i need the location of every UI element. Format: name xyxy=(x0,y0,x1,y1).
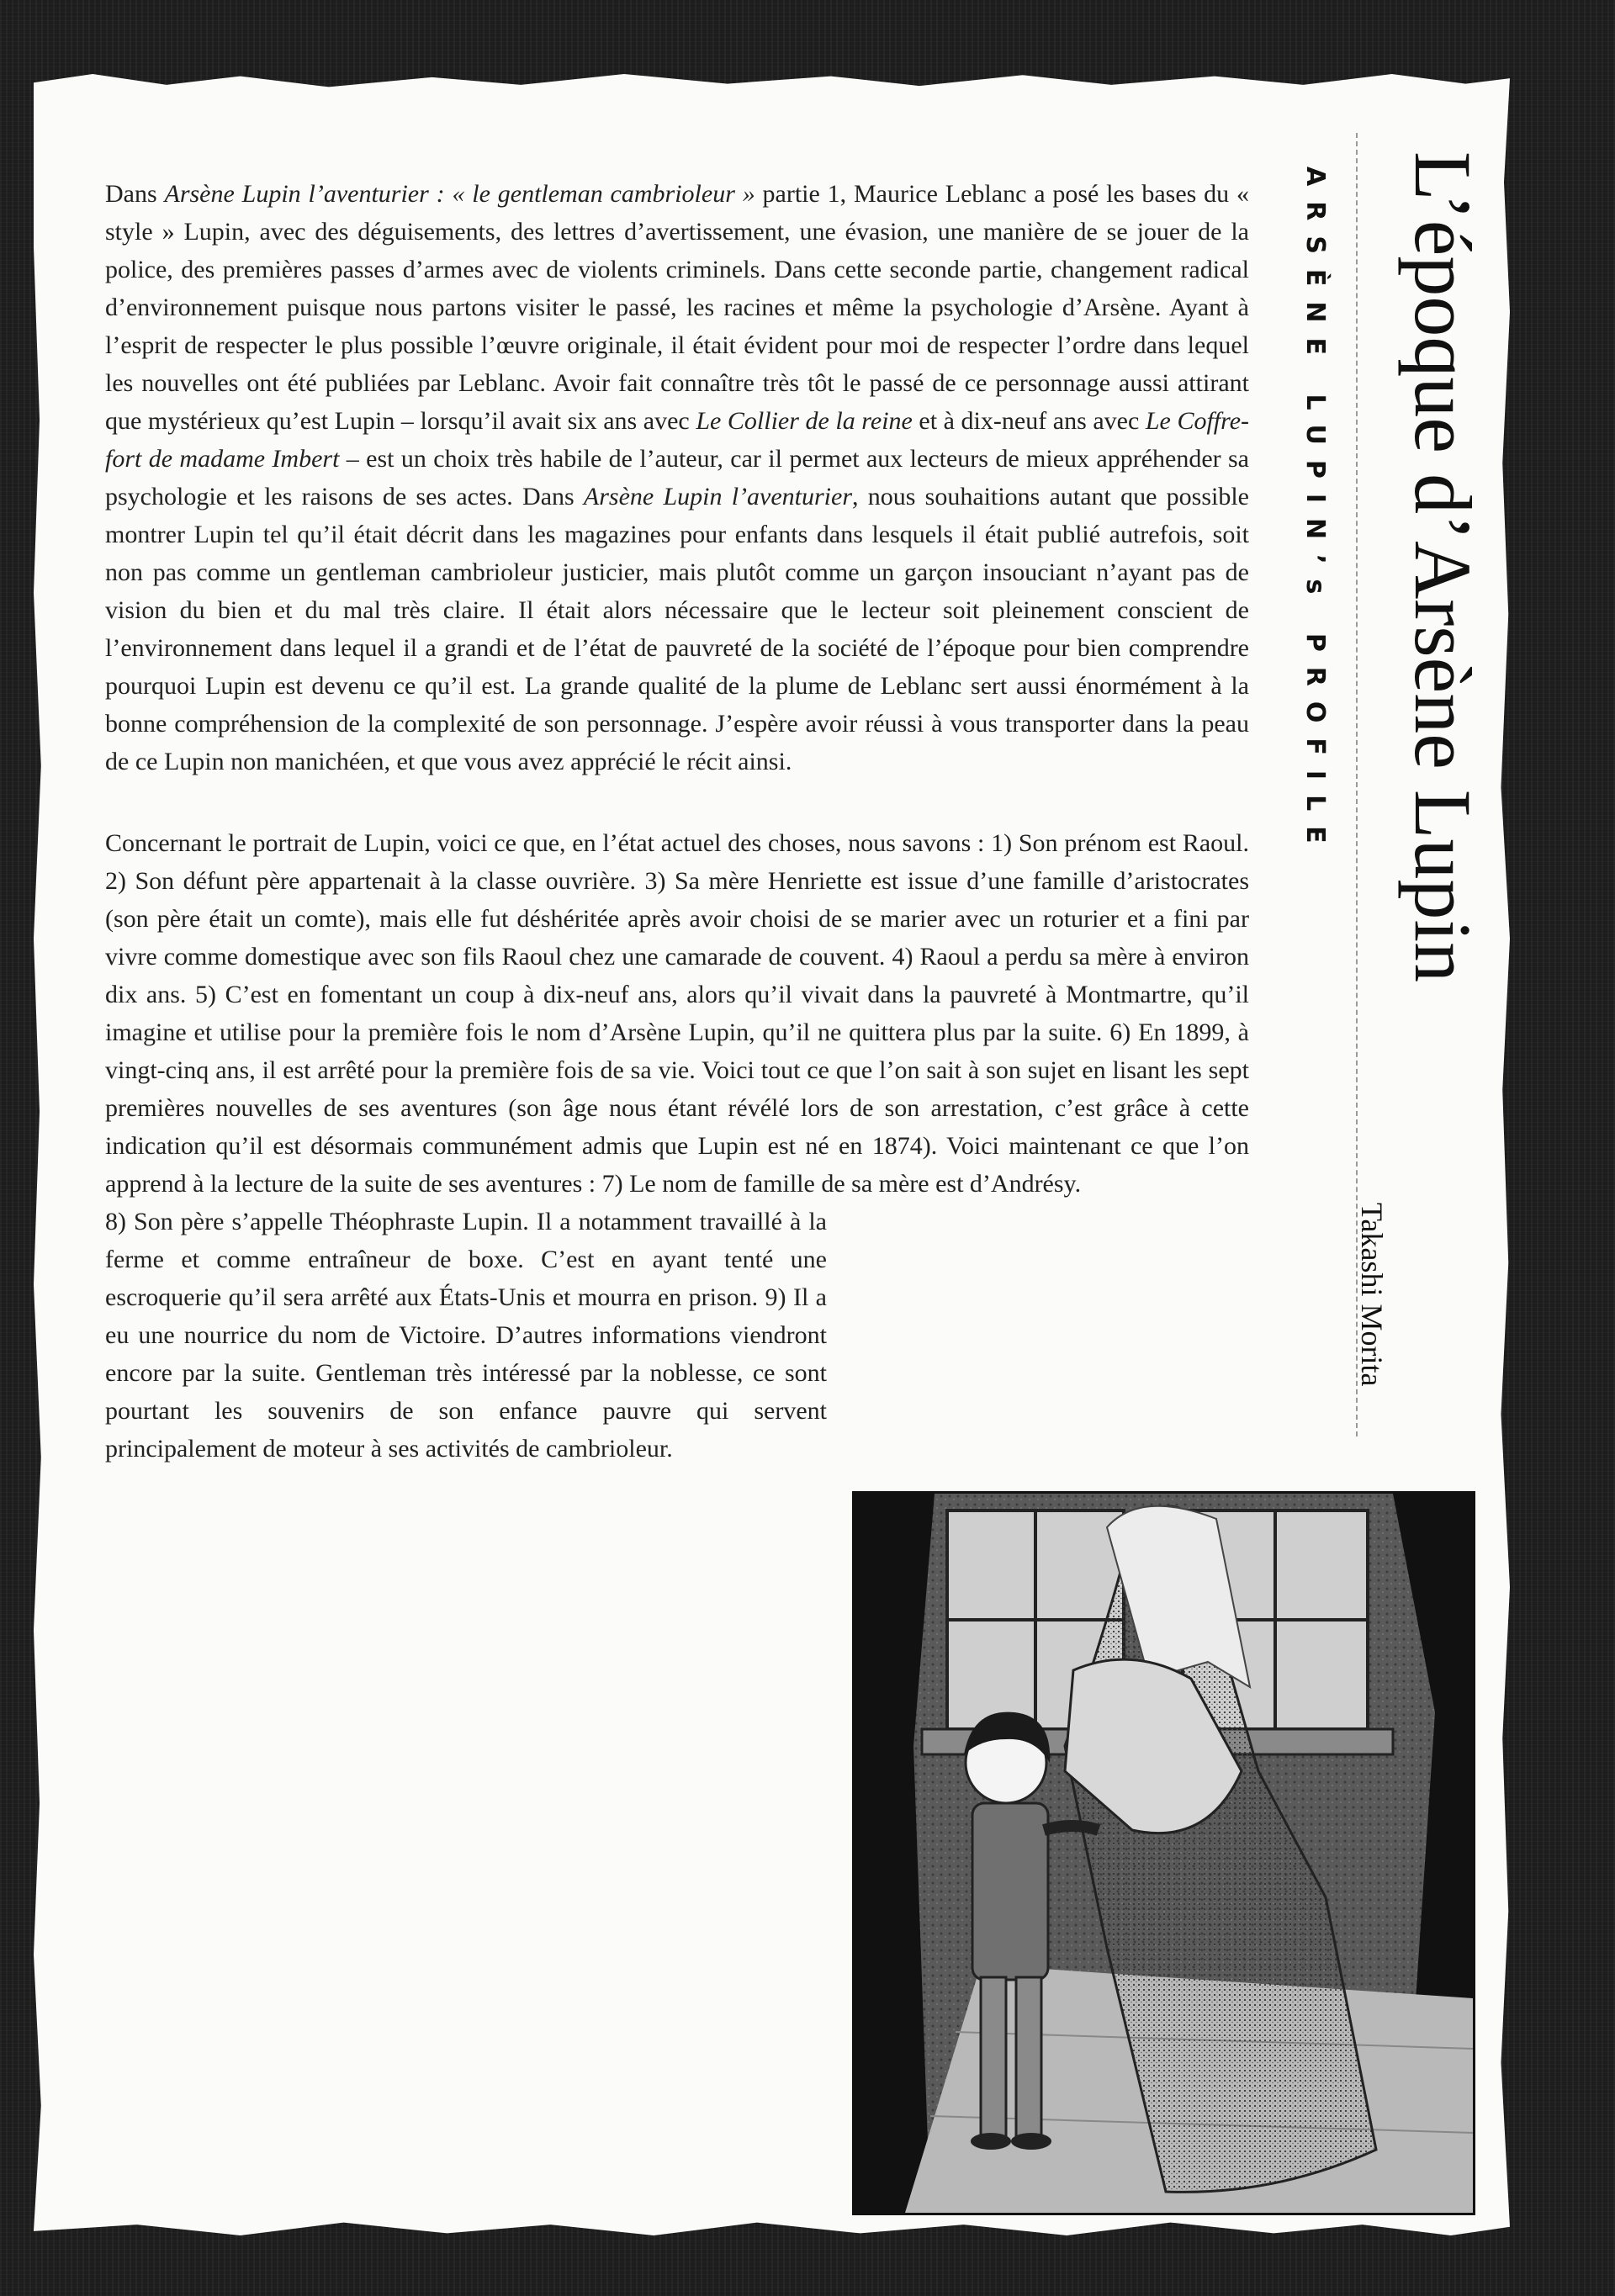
paragraph-3: 8) Son père s’appelle Théophraste Lupin. Il a notamment travaillé à la ferme et comme entraîneur de boxe. C’est en ayant tenté une escroquerie qu’il sera arrêté aux États-Unis et mourra en prison. 9) Il a eu une nourrice du nom de Victoire. D’autres informations viendront encore par la suite. Gentleman très intéressé par la noblesse, ce sont pourtant les souvenirs de son enfance pauvre qui servent principalement de moteur à ses activités de cambrioleur. xyxy=(105,1208,827,1463)
paragraph-1 xyxy=(105,175,1249,780)
manga-illustration xyxy=(852,1491,1475,2215)
work-title: Le Collier de la reine xyxy=(696,407,913,435)
author-name: Takashi Morita xyxy=(1355,1203,1389,1387)
page-title: L’époque d’Arsène Lupin xyxy=(1398,151,1488,983)
series-subtitle: ARSÈNE LUPIN’s PROFILE xyxy=(1300,167,1330,859)
title-column xyxy=(1291,151,1493,1497)
illustration-svg xyxy=(855,1494,1473,2213)
paragraph-2: Concernant le portrait de Lupin, voici ce que, en l’état actuel des choses, nous savons : 1) Son prénom est Raoul. 2) Son défunt père appartenait à la classe ouvrière. 3) Sa mère Henriette est issue d’une famille d’aristocrates (son père était un comte), mais elle fut déshéritée après avoir choisi de se marier avec un roturier et a fini par vivre comme domestique avec son fils Raoul chez une camarade de couvent. 4) Raoul a perdu sa mère à environ dix ans. 5) C’est en fomentant un coup à dix-neuf ans, alors qu’il vivait dans la pauvreté à Montmartre, qu’il imagine et utilise pour la première fois le nom d’Arsène Lupin, qu’il ne quittera plus par la suite. 6) En 1899, à vingt-cinq ans, il est arrêté pour la première fois de sa vie. Voici tout ce que l’on sait à son sujet en lisant les sept premières nouvelles de ses aventures (son âge nous étant révélé lors de son arrestation, c’est grâce à cette indication qu’il est désormais communément admis que Lupin est né en 1874). Voici maintenant ce que l’on apprend à la lecture de la suite de ses aventures : 7) Le nom de famille de sa mère est d’Andrésy. xyxy=(105,829,1249,1198)
text-run: Dans xyxy=(105,180,165,208)
work-title: Arsène Lupin l’aventurier : « le gentleman cambrioleur » xyxy=(164,180,755,208)
article-body xyxy=(105,175,1249,1493)
text-run: , nous souhaitions autant que possible montrer Lupin tel qu’il était décrit dans les magazines pour enfants dans lesquels il était publié autrefois, soit non pas comme un gentleman cambrioleur justicier, mais plutôt comme un garçon insouciant n’ayant pas de vision du bien et du mal très claire. Il était alors nécessaire que le lecteur soit pleinement conscient de l’environnement dans lequel il a grandi et de l’état de pauvreté de la société de l’époque pour bien comprendre pourquoi Lupin est devenu ce qu’il est. La grande qualité de la plume de Leblanc sert aussi énormément à la bonne compréhension de la complexité de son personnage. J’espère avoir réussi à vous transporter dans la peau de ce Lupin non manichéen, et que vous avez apprécié le récit ainsi. xyxy=(105,483,1249,775)
work-title: Arsène Lupin l’aventurier xyxy=(583,483,853,511)
text-run: partie 1, Maurice Leblanc a posé les bases du « style » Lupin, avec des déguisements, des lettres d’avertissement, une évasion, une manière de se jouer de la police, des premières passes d’armes avec de violents criminels. Dans cette seconde partie, changement radical d’environnement puisque nous partons visiter le passé, les racines et même la psychologie d’Arsène. Ayant à l’esprit de respecter le plus possible l’œuvre originale, il était évident pour moi de respecter l’ordre dans lequel les nouvelles ont été publiées par Leblanc. Avoir fait connaître très tôt le passé de ce personnage aussi attirant que mystérieux qu’est Lupin – lorsqu’il avait six ans avec xyxy=(105,180,1249,435)
work-title: Le Coffre-fort de madame Imbert xyxy=(105,407,1250,473)
text-run: et à dix-neuf ans avec xyxy=(912,407,1146,435)
text-run: – est un choix très habile de l’auteur, car il permet aux lecteurs de mieux appréhender sa psychologie et les raisons de ses actes. Dans xyxy=(105,445,1249,511)
